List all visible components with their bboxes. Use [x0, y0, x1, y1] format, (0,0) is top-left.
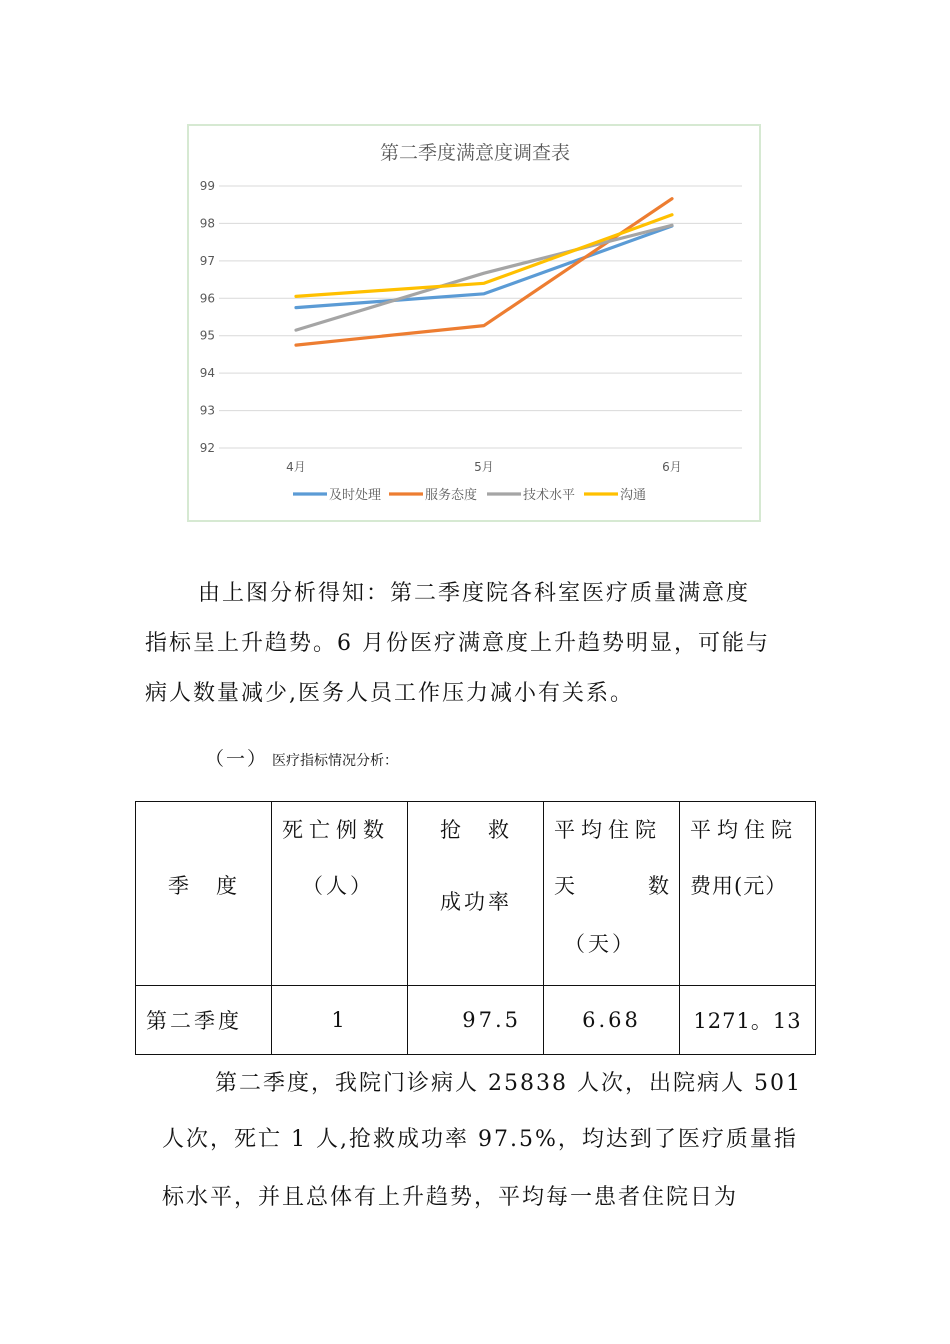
x-tick-label: 6月: [662, 460, 682, 474]
header-days-line2a: 天: [554, 874, 578, 898]
x-tick-label: 4月: [286, 460, 306, 474]
satisfaction-chart: [187, 124, 761, 522]
analysis-paragraph-line: 由上图分析得知：第二季度院各科室医疗质量满意度: [198, 581, 751, 606]
y-tick-label: 92: [199, 441, 215, 455]
analysis-paragraph-line: 指标呈上升趋势。6 月份医疗满意度上升趋势明显，可能与: [145, 631, 770, 656]
summary-paragraph-line: 标水平，并且总体有上升趋势，平均每一患者住院日为: [162, 1185, 739, 1210]
y-axis-ticks: [200, 179, 215, 455]
chart-legend: [293, 487, 646, 503]
header-season: [136, 802, 272, 986]
x-tick-label: 5月: [474, 460, 494, 474]
header-cost-line1: 平均住院: [690, 818, 798, 842]
cell-deaths: 1: [272, 986, 408, 1055]
section-number: （一）: [205, 748, 269, 770]
grid-lines: [219, 186, 742, 448]
header-rescue-line2: 成功率: [440, 890, 512, 914]
series-lines: [296, 199, 672, 345]
legend-label: 技术水平: [523, 488, 576, 503]
header-rescue-line1: 抢 救: [440, 818, 512, 842]
y-tick-label: 98: [199, 216, 215, 231]
x-axis-ticks: [286, 460, 682, 474]
header-days-line3: （天）: [564, 932, 636, 956]
table-header-row: [136, 802, 816, 986]
line-chart-svg: [189, 126, 759, 520]
table-row: [136, 986, 816, 1055]
header-days-line1: 平均住院: [554, 818, 662, 842]
y-tick-label: 93: [199, 403, 215, 418]
header-deaths-line2: （人）: [302, 874, 374, 898]
y-tick-label: 99: [199, 179, 215, 193]
series-line: [296, 215, 672, 297]
section-heading: [205, 744, 398, 771]
series-line: [296, 225, 672, 330]
legend-label: 服务态度: [425, 488, 478, 503]
y-tick-label: 97: [199, 253, 215, 268]
y-tick-label: 94: [199, 366, 215, 381]
header-season-label: 季 度: [168, 874, 240, 898]
section-title: 医疗指标情况分析：: [272, 753, 399, 769]
summary-paragraph-line: 人次，死亡 1 人,抢救成功率 97.5%，均达到了医疗质量指: [162, 1127, 798, 1152]
cell-season: 第二季度: [136, 986, 272, 1055]
y-tick-label: 95: [199, 328, 215, 343]
medical-indicator-table: [135, 801, 816, 1055]
header-deaths: [272, 802, 408, 986]
header-deaths-line1: 死亡例数: [282, 818, 390, 842]
chart-title: 第二季度满意度调查表: [379, 142, 571, 164]
header-avg-days: [544, 802, 680, 986]
header-rescue: [408, 802, 544, 986]
analysis-paragraph-line: 病人数量减少,医务人员工作压力减小有关系。: [145, 681, 634, 706]
y-tick-label: 96: [199, 291, 215, 306]
header-avg-cost: [680, 802, 816, 986]
cell-avg-days: 6.68: [544, 986, 680, 1055]
legend-label: 及时处理: [329, 488, 382, 503]
cell-rescue-rate: 97.5: [408, 986, 544, 1055]
legend-label: 沟通: [620, 488, 647, 503]
summary-paragraph-line: 第二季度，我院门诊病人 25838 人次，出院病人 501: [215, 1071, 802, 1096]
header-days-line2b: 数: [648, 874, 672, 898]
cell-avg-cost: 1271。13: [680, 986, 816, 1055]
header-cost-line2: 费用(元）: [690, 874, 788, 898]
